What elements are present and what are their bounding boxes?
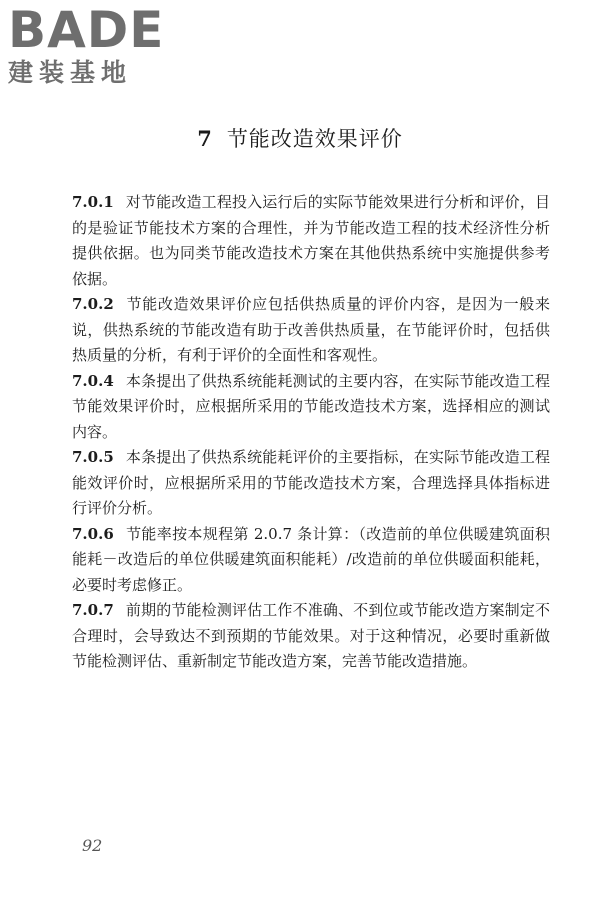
clause-7-0-6 — [72, 522, 550, 599]
clause-number: 7.0.2 — [72, 295, 114, 313]
chapter-title — [0, 124, 600, 154]
clause-text: 节能改造效果评价应包括供热质量的评价内容，是因为一般来说，供热系统的节能改造有助于改善供热质量，在节能评价时，包括供热质量的分析，有利于评价的全面性和客观性。 — [72, 295, 550, 364]
clause-7-0-4 — [72, 369, 550, 446]
clause-7-0-7 — [72, 598, 550, 675]
clause-text: 本条提出了供热系统能耗测试的主要内容，在实际节能改造工程节能效果评价时，应根据所采用的节能改造技术方案，选择相应的测试内容。 — [72, 371, 550, 441]
clause-7-0-1 — [72, 190, 550, 292]
clause-number: 7.0.6 — [72, 524, 114, 543]
clause-list — [72, 190, 550, 675]
logo-latin-text: BADE — [8, 1, 165, 59]
clause-number: 7.0.1 — [72, 193, 114, 211]
clause-7-0-2 — [72, 292, 550, 369]
clause-number: 7.0.4 — [72, 371, 114, 390]
clause-text: 本条提出了供热系统能耗评价的主要指标，在实际节能改造工程能效评价时，应根据所采用的节能改造技术方案，合理选择具体指标进行评价分析。 — [72, 448, 550, 517]
clause-text: 节能率按本规程第 2.0.7 条计算：（改造前的单位供暖建筑面积能耗－改造后的单位供暖建筑面积能耗）/改造前的单位供暖面积能耗，必要时考虑修正。 — [72, 524, 550, 594]
clause-number: 7.0.7 — [72, 601, 114, 619]
clause-text: 对节能改造工程投入运行后的实际节能效果进行分析和评价，目的是验证节能技术方案的合理性，并为节能改造工程的技术经济性分析提供依据。也为同类节能改造技术方案在其他供热系统中实施提供参考依据。 — [72, 193, 550, 288]
bade-logo — [8, 1, 178, 92]
page-number: 92 — [82, 836, 103, 855]
clause-7-0-5 — [72, 445, 550, 522]
clause-number: 7.0.5 — [72, 448, 114, 466]
logo-chinese-text: 建装基地 — [8, 58, 133, 87]
chapter-number: 7 — [197, 126, 213, 151]
chapter-title-text: 节能改造效果评价 — [226, 127, 403, 151]
clause-text: 前期的节能检测评估工作不准确、不到位或节能改造方案制定不合理时，会导致达不到预期的节能效果。对于这种情况，必要时重新做节能检测评估、重新制定节能改造方案，完善节能改造措施。 — [72, 601, 550, 670]
